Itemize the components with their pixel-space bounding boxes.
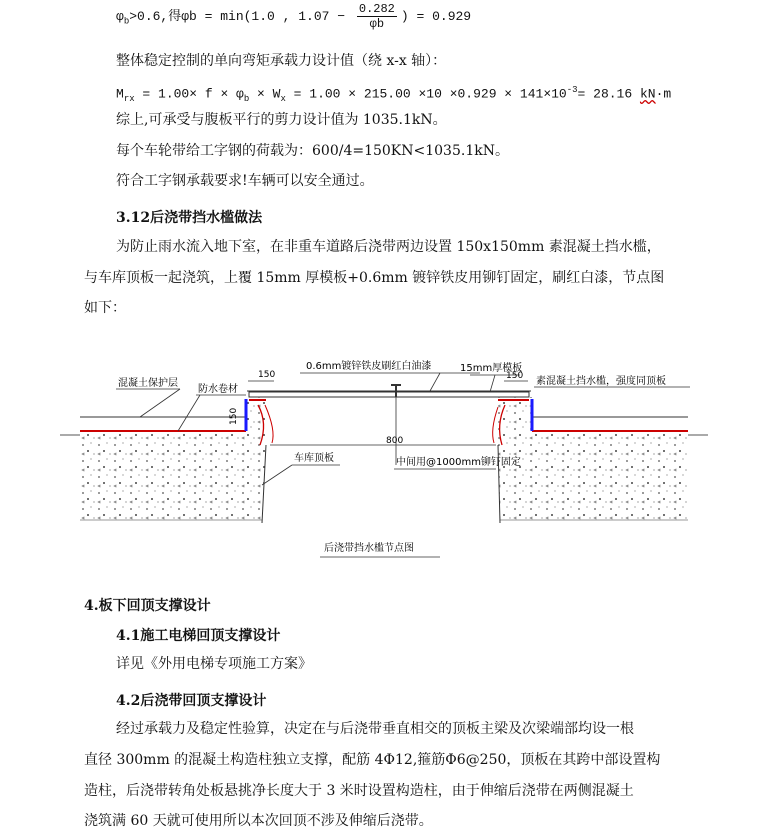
paragraph-3-12-line3: 如下： xyxy=(84,300,126,316)
label-metal-sheet: 0.6mm镀锌铁皮刷红白油漆 xyxy=(306,361,432,372)
dim-150-right: 150 xyxy=(506,371,524,381)
paragraph-conclusion: 符合工字钢承载要求!车辆可以安全通过。 xyxy=(116,173,374,189)
diagram-caption: 后浇带挡水槛节点图 xyxy=(324,543,414,554)
paragraph-3-12-line1: 为防止雨水流入地下室，在非重车道路后浇带两边设置 150x150mm 素混凝土挡水槛， xyxy=(116,239,661,255)
fraction: $\frac{0.282}{\varphi b}$ xyxy=(358,2,395,31)
paragraph-4-2-line4: 浇筑满 60 天就可使用所以本次回顶不涉及伸缩后浇带。 xyxy=(84,813,433,829)
paragraph-4-2-line1: 经过承载力及稳定性验算，决定在与后浇带垂直相交的顶板主梁及次梁端部均设一根 xyxy=(116,721,634,737)
paragraph-stability: 整体稳定控制的单向弯矩承载力设计值（绕 x-x 轴）： xyxy=(116,53,447,69)
water-curb-node-diagram xyxy=(0,345,760,585)
paragraph-4-2-line2: 直径 300mm 的混凝土构造柱独立支撑，配筋 4Φ12,箍筋Φ6@250，顶板在其跨中部设置构 xyxy=(84,752,661,768)
label-protective-layer: 混凝土保护层 xyxy=(118,378,178,389)
dim-150-vertical: 150 xyxy=(229,407,239,425)
heading-4-1: 4.1施工电梯回顶支撑设计 xyxy=(116,628,281,644)
label-rivet: 中间用@1000mm铆钉固定 xyxy=(396,457,521,468)
dim-150-left: 150 xyxy=(258,370,276,380)
paragraph-4-2-line3: 造柱，后浇带转角处板悬挑净长度大于 3 米时设置构造柱，由于伸缩后浇带在两侧混凝土 xyxy=(84,783,634,799)
heading-4: 4.板下回顶支撑设计 xyxy=(84,598,211,614)
formwork-board xyxy=(249,392,529,397)
formula-phi-condition: $\varphi_b>0.6$,得φb = min(1.0 , 1.07 − $\frac{0.282}{\varphi b}$ ) = 0.929 xyxy=(116,2,472,31)
paragraph-4-1: 详见《外用电梯专项施工方案》 xyxy=(116,656,312,672)
paragraph-3-12-line2: 与车库顶板一起浇筑，上覆 15mm 厚模板+0.6mm 镀锌铁皮用铆钉固定，刷红白漆，节点图 xyxy=(84,270,665,286)
label-waterproof: 防水卷材 xyxy=(198,384,238,395)
paragraph-wheel-load: 每个车轮带给工字钢的荷载为：600/4=150KN<1035.1kN。 xyxy=(116,143,509,159)
label-curb: 素混凝土挡水槛，强度同顶板 xyxy=(536,376,666,387)
heading-3-12: 3.12后浇带挡水槛做法 xyxy=(116,210,263,226)
right-slab xyxy=(498,397,688,520)
paragraph-shear: 综上,可承受与腹板平行的剪力设计值为 1035.1kN。 xyxy=(116,112,447,128)
label-formwork: 15mm厚模板 xyxy=(460,363,523,374)
label-roof-slab: 车库顶板 xyxy=(294,453,334,464)
dim-800: 800 xyxy=(386,436,404,446)
formula-moment: $M_{rx} = 1.00\times f \times \varphi_b \times W_x = 1.00 \times 215.00 \times 10 \times 0.929 \times 141\times 10^{-3}= 28.16$ kN·m xyxy=(116,85,672,104)
heading-4-2: 4.2后浇带回顶支撑设计 xyxy=(116,693,267,709)
